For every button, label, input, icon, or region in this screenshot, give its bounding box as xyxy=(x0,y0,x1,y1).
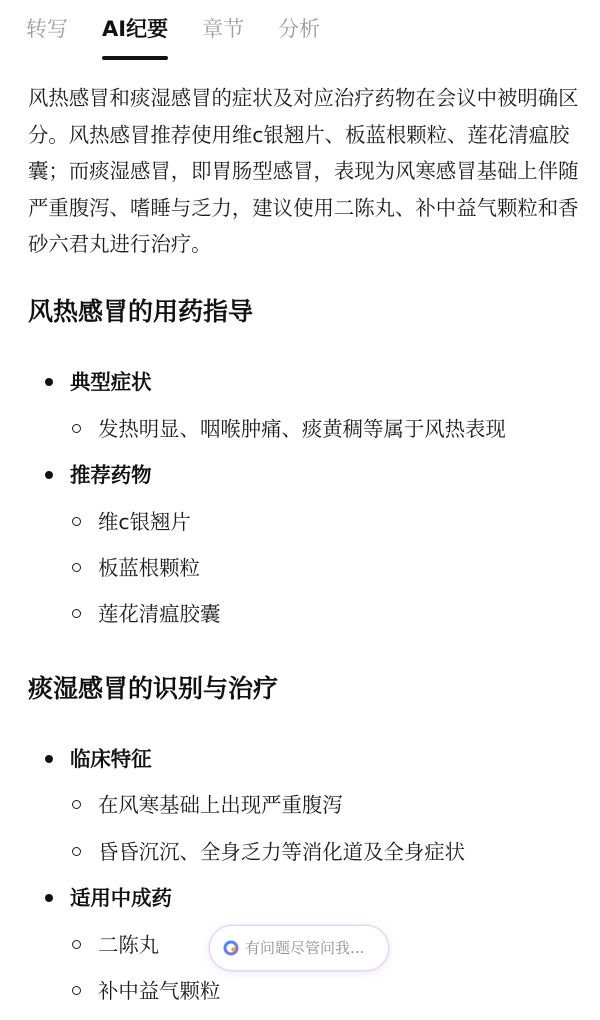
bullet-ring-icon xyxy=(72,563,81,572)
tab-transcript[interactable]: 转写 xyxy=(26,17,68,41)
bullet-ring-icon xyxy=(72,847,81,856)
bullet-ring-icon xyxy=(72,986,81,995)
tab-analysis[interactable]: 分析 xyxy=(278,17,321,41)
tab-bar xyxy=(26,12,354,62)
bullet-dot-icon xyxy=(45,755,53,763)
section-title-text: 风热感冒的用药指导 xyxy=(28,294,253,330)
list-item-label: 典型症状 xyxy=(70,370,152,394)
tab-ai-summary[interactable]: AI纪要 xyxy=(102,12,168,46)
list-item-label: 临床特征 xyxy=(70,747,152,771)
list-item-label: 维c银翘片 xyxy=(98,510,191,534)
list-item-label: 补中益气颗粒 xyxy=(98,979,221,1003)
ask-ai-input[interactable] xyxy=(210,926,388,970)
list-item-label: 莲花清瘟胶囊 xyxy=(98,602,221,626)
bullet-dot-icon xyxy=(45,378,53,386)
list-item-label: 板蓝根颗粒 xyxy=(98,556,200,580)
bullet-ring-icon xyxy=(72,940,81,949)
summary-paragraph: 风热感冒和痰湿感冒的症状及对应治疗药物在会议中被明确区分。风热感冒推荐使用维c银翘片、板蓝根颗粒、莲花清瘟胶囊；而痰湿感冒，即胃肠型感冒，表现为风寒感冒基础上伴随严重腹泻、嗜睡与乏力，建议使用二陈丸、补中益气颗粒和香砂六君丸进行治疗。 xyxy=(28,86,579,257)
list-item-label: 在风寒基础上出现严重腹泻 xyxy=(98,793,343,817)
list-item-label: 昏昏沉沉、全身乏力等消化道及全身症状 xyxy=(98,840,466,864)
bullet-dot-icon xyxy=(45,471,53,479)
section-title-wind-heat xyxy=(28,294,253,330)
list-item-label: 推荐药物 xyxy=(70,463,152,487)
bullet-ring-icon xyxy=(72,424,81,433)
section-title-text: 痰湿感冒的识别与治疗 xyxy=(28,671,278,707)
list-item-label: 发热明显、咽喉肿痛、痰黄稠等属于风热表现 xyxy=(98,417,506,441)
bullet-ring-icon xyxy=(72,609,81,618)
bullet-ring-icon xyxy=(72,800,81,809)
bullet-dot-icon xyxy=(45,894,53,902)
list-item-label: 适用中成药 xyxy=(70,886,172,910)
ai-assistant-icon xyxy=(223,940,239,956)
section-title-phlegm-damp xyxy=(28,671,278,707)
list-item-label: 二陈丸 xyxy=(98,933,160,957)
tab-chapters[interactable]: 章节 xyxy=(202,17,245,41)
bullet-ring-icon xyxy=(72,517,81,526)
ask-placeholder: 有问题尽管问我... xyxy=(245,939,365,957)
